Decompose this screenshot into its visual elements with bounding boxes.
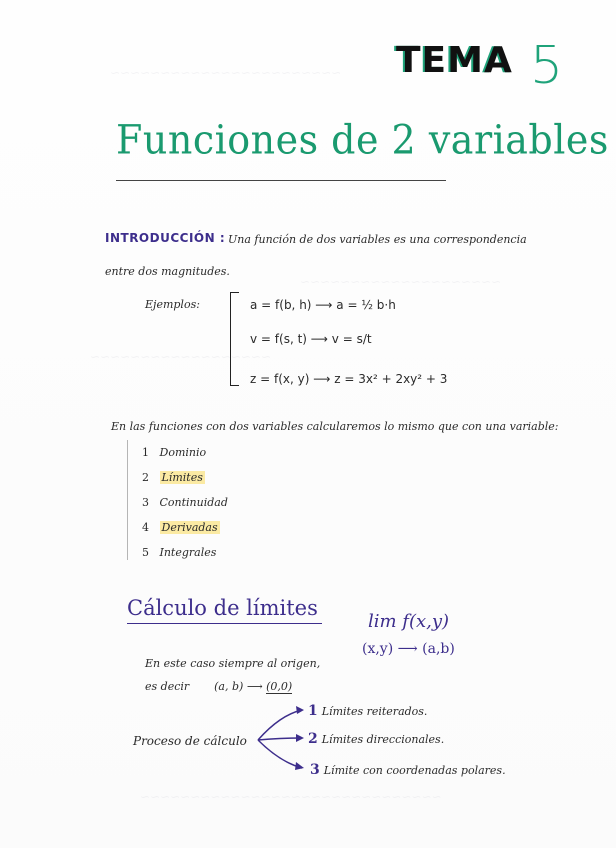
method-number: 2 [308, 731, 318, 747]
arrowhead-2 [296, 734, 304, 742]
origin-expr: (a, b) ⟶ [214, 680, 267, 693]
list-label: Dominio [159, 446, 207, 459]
limit-expression: lim f(x,y) [368, 611, 450, 632]
method-label: Límite con coordenadas polares. [323, 764, 506, 777]
arrowhead-1 [296, 706, 304, 714]
origin-line-1: En este caso siempre al origen, [145, 657, 321, 670]
intro-line-1: Una función de dos variables es una correspondencia [228, 233, 527, 246]
arrowhead-3 [295, 762, 304, 770]
list-number: 3 [142, 496, 149, 509]
method-label: Límites direccionales. [321, 733, 445, 746]
page-title: Funciones de 2 variables [116, 116, 609, 164]
list-number: 5 [142, 546, 149, 559]
ghost-text: ~~~~~~~~~~~~~~~~~~~~ [300, 275, 502, 289]
functions-text: En las funciones con dos variables calcularemos lo mismo que con una variable: [111, 420, 559, 433]
method-label: Límites reiterados. [321, 705, 428, 718]
list-number: 4 [142, 521, 149, 534]
process-label: Proceso de cálculo [133, 734, 247, 748]
tema-label: TEMA [396, 40, 513, 81]
tema-number: 5 [530, 36, 564, 96]
examples-label: Ejemplos: [145, 298, 200, 311]
method-number: 1 [308, 703, 318, 719]
arrow-to-method-1 [258, 710, 302, 740]
limits-heading: Cálculo de límites [127, 596, 318, 620]
limit-subscript: (x,y) ⟶ (a,b) [362, 641, 455, 657]
ghost-text: ~~~~~~~~~~~~~~~~~~~~~~~~~~~~~~ [140, 790, 442, 804]
list-number: 2 [142, 471, 149, 484]
list-label-highlighted: Derivadas [161, 521, 218, 534]
ghost-text: ~~~~~~~~~~~~~~~~~~ [90, 350, 271, 364]
method-item [308, 703, 427, 719]
arrow-to-method-2 [258, 738, 302, 740]
intro-line-2: entre dos magnitudes. [105, 265, 230, 278]
method-number: 3 [310, 762, 320, 778]
method-item [310, 762, 506, 778]
equation-1: a = f(b, h) ⟶ a = ½ b·h [250, 298, 396, 312]
list-number: 1 [142, 446, 149, 459]
equation-3: z = f(x, y) ⟶ z = 3x² + 2xy² + 3 [250, 372, 448, 386]
method-item [308, 731, 444, 747]
arrow-to-method-3 [258, 740, 302, 768]
equation-2: v = f(s, t) ⟶ v = s/t [250, 332, 372, 346]
list-label: Continuidad [159, 496, 228, 509]
intro-heading: INTRODUCCIÓN : [105, 231, 226, 245]
list-label-highlighted: Límites [161, 471, 203, 484]
ghost-text: ~~~~~~~~~~~~~~~~~~~~~~~ [110, 66, 342, 80]
origin-prefix: es decir [145, 680, 190, 693]
list-label: Integrales [159, 546, 217, 559]
origin-target: (0,0) [266, 680, 293, 693]
